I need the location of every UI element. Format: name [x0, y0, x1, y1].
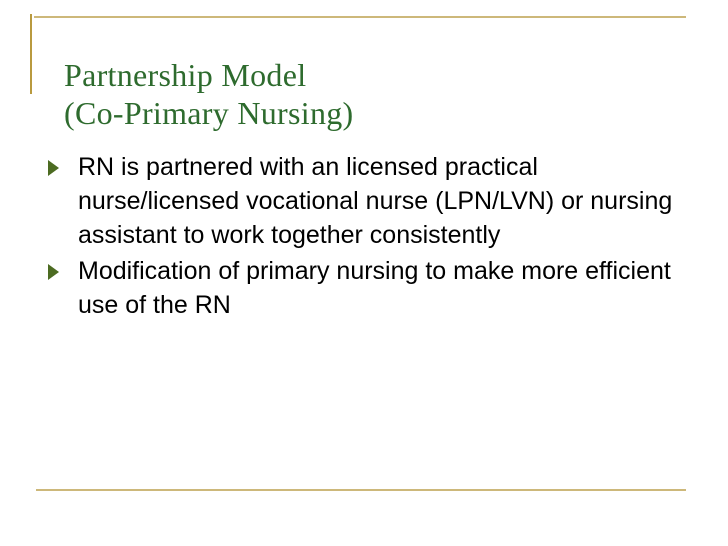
bullet-text: RN is partnered with an licensed practical nurse/licensed vocational nurse (LPN/LVN) or nursing assistant to work together consistently	[78, 153, 673, 249]
bullet-item	[44, 254, 694, 322]
top-frame-line	[34, 16, 686, 18]
bullet-text: Modification of primary nursing to make more efficient use of the RN	[78, 257, 671, 319]
bullet-list	[44, 150, 694, 324]
bottom-frame-line	[36, 489, 686, 491]
title-line-2: (Co-Primary Nursing)	[64, 95, 354, 131]
bullet-item	[44, 150, 694, 252]
slide-title	[64, 56, 354, 132]
title-line-1: Partnership Model	[64, 57, 307, 93]
triangle-bullet-icon	[48, 264, 59, 280]
left-frame-line	[30, 14, 32, 94]
triangle-bullet-icon	[48, 160, 59, 176]
